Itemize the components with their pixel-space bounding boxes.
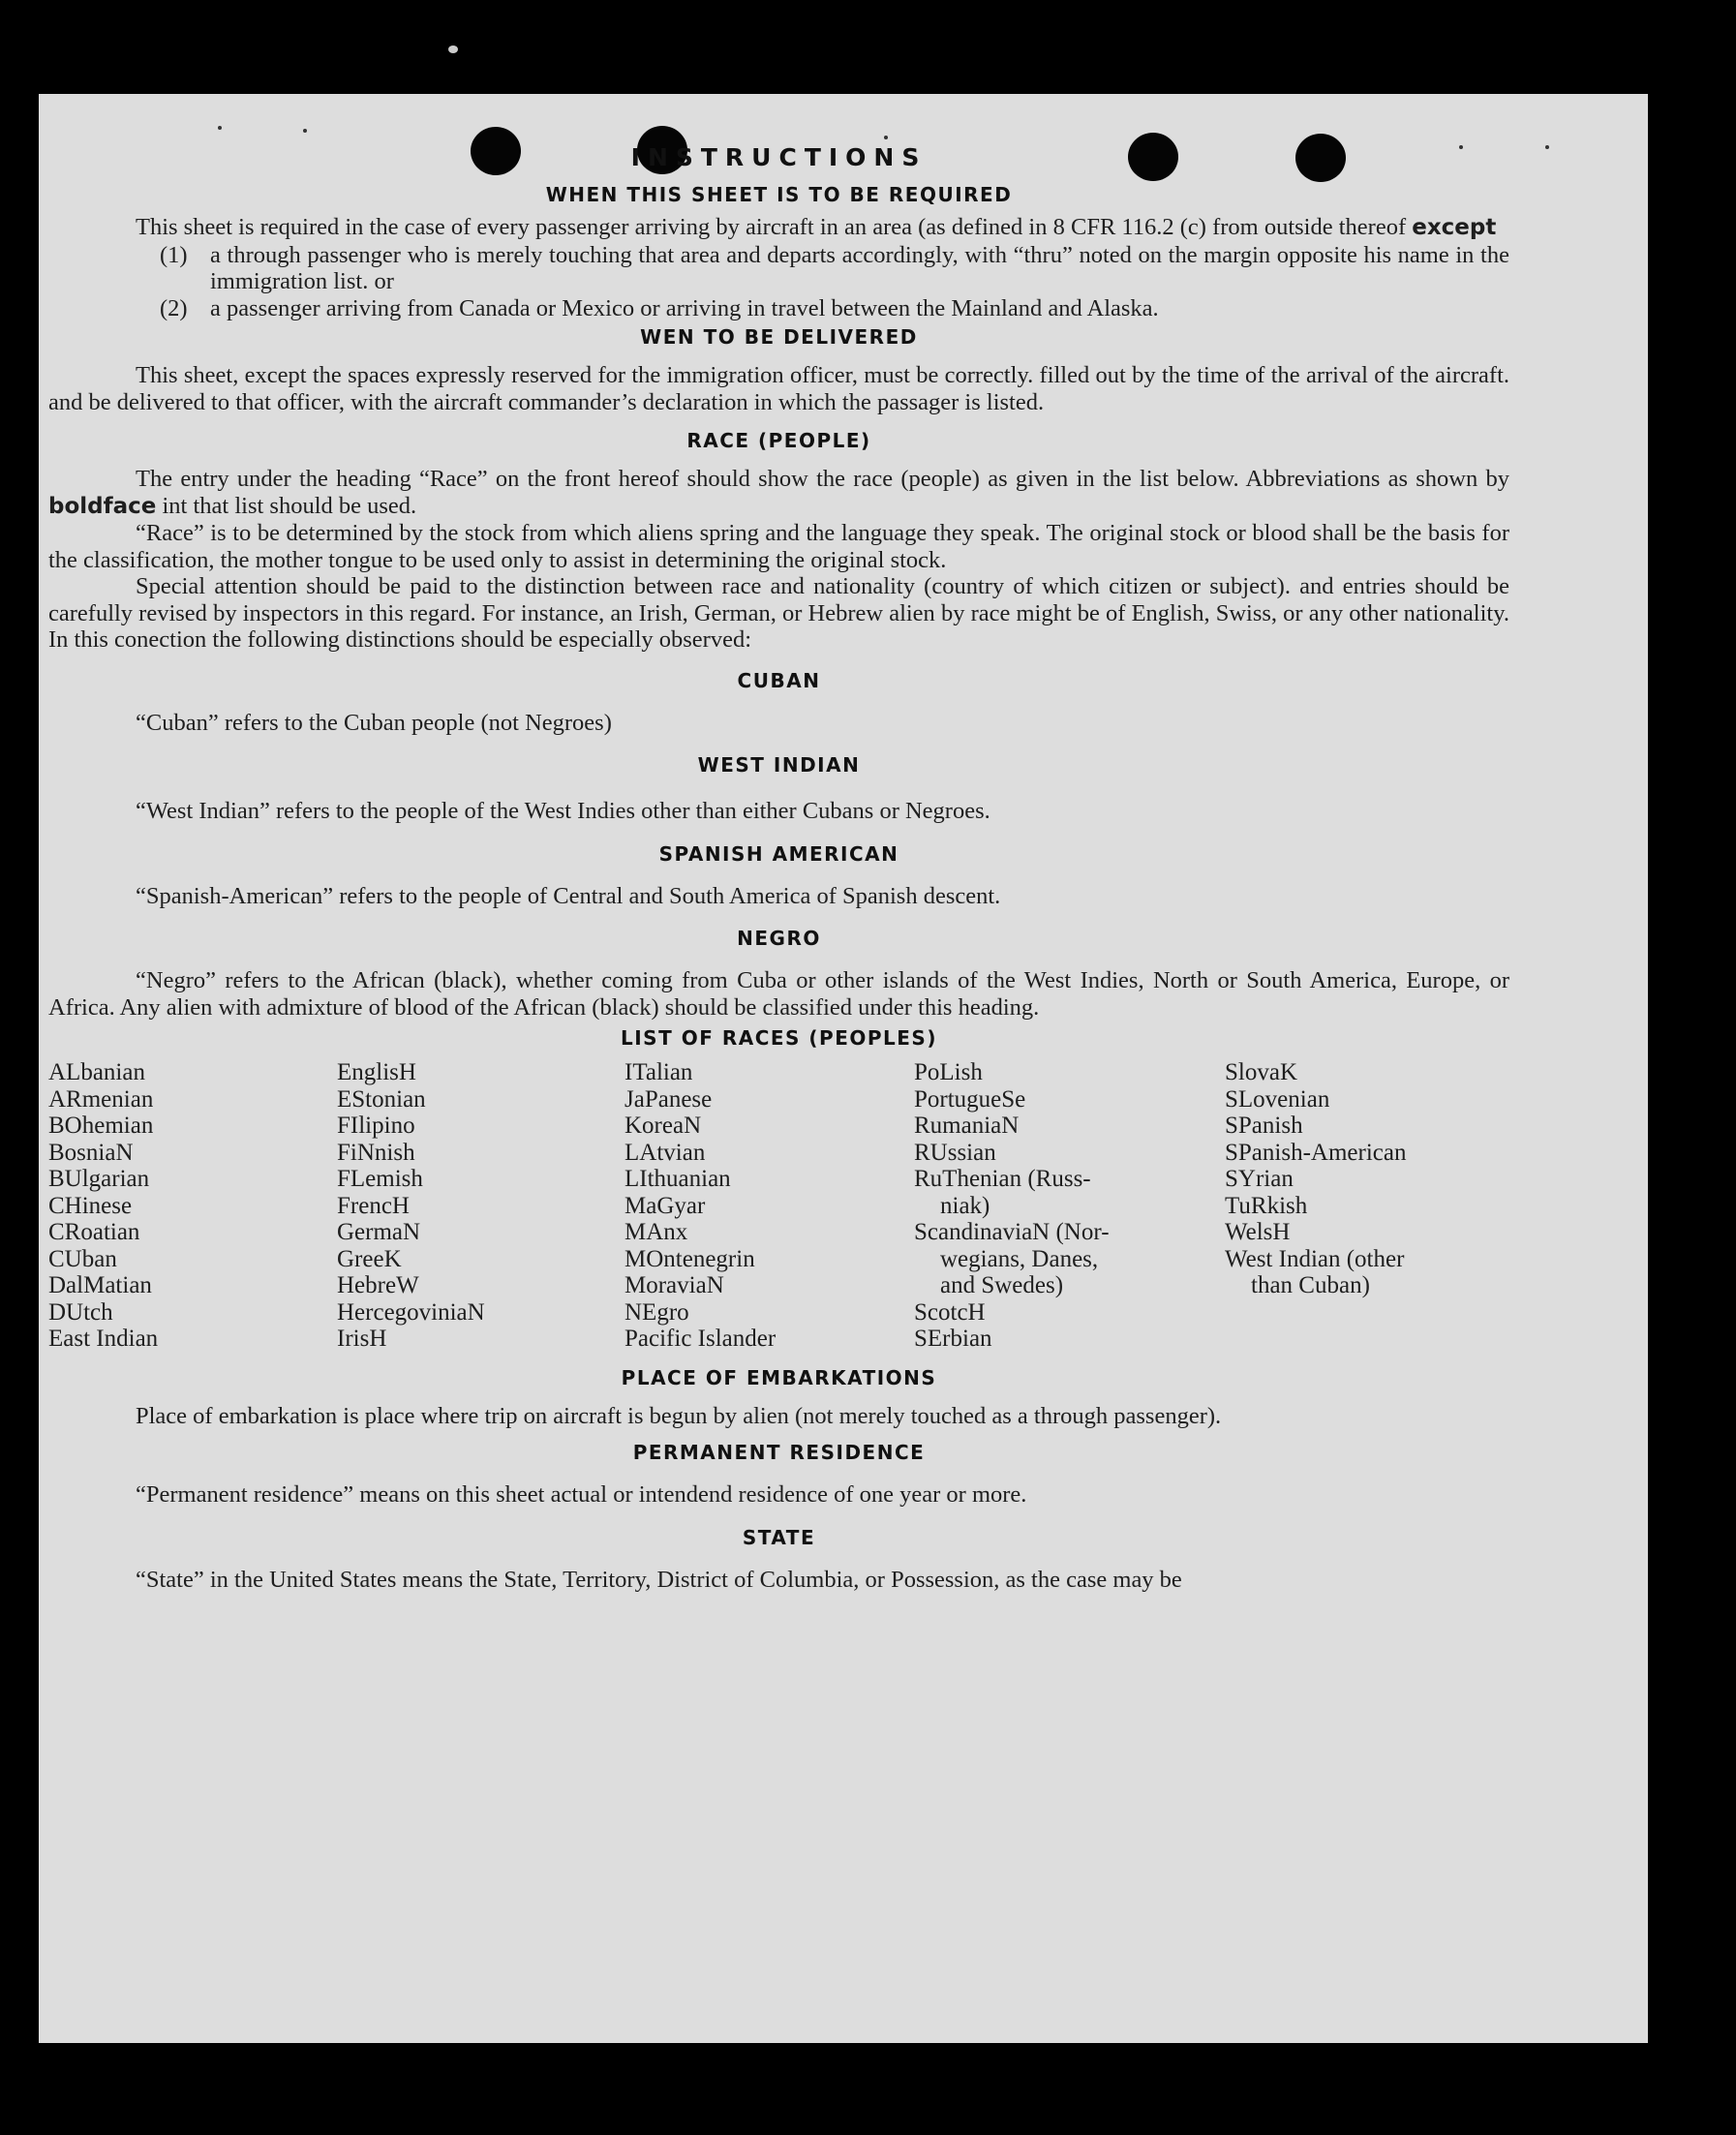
speck: [303, 129, 307, 133]
race-entry: SErbian: [914, 1326, 992, 1352]
race-entry: West Indian (other: [1225, 1245, 1405, 1272]
west-indian-text: “West Indian” refers to the people of the West Indies other than either Cubans or Negroes.: [136, 798, 990, 824]
negro-text: “Negro” refers to the African (black), whether coming from Cuba or other islands of the West Indies, North or South America, Europe, or Africa. Any alien with admixture of blood of the African (black) should be classified under this heading.: [48, 967, 1509, 1021]
residence-text: “Permanent residence” means on this sheet actual or intendend residence of one year or more.: [136, 1481, 1027, 1508]
required-intro: [48, 214, 1509, 242]
race-entry: MAnx: [624, 1219, 688, 1245]
race-entry: SYrian: [1225, 1166, 1294, 1192]
race-entry: LIthuanian: [624, 1166, 731, 1192]
required-item-2: [160, 295, 1509, 322]
race-entry: JaPanese: [624, 1085, 713, 1113]
race-entry: SPanish: [1225, 1113, 1303, 1139]
race-entry: HebreW: [337, 1272, 419, 1298]
speck: [1545, 145, 1549, 149]
item-number: (1): [160, 241, 188, 268]
speck: [884, 136, 888, 139]
state-text: “State” in the United States means the State, Territory, District of Columbia, or Possession, as the case may be: [136, 1566, 1182, 1593]
race-entry: FrencH: [337, 1192, 410, 1219]
race-entry: MaGyar: [624, 1192, 706, 1219]
race-p1-after: int that list should be used.: [162, 492, 417, 519]
required-intro-text: This sheet is required in the case of every passenger arriving by aircraft in an area (as defined in 8 CFR 116.2 (c) from outside thereof: [136, 214, 1407, 240]
page-title: INSTRUCTIONS: [630, 143, 928, 171]
race-entry: BUlgarian: [48, 1166, 150, 1192]
race-entry: TuRkish: [1225, 1192, 1308, 1219]
delivered-text: This sheet, except the spaces expressly reserved for the immigration officer, must be correctly. filled out by the time of the arrival of the aircraft. and be delivered to that officer, with the aircraft commander’s declaration in which the passager is listed.: [48, 362, 1509, 415]
race-entry: EStonian: [337, 1085, 426, 1113]
race-entry: HercegoviniaN: [337, 1298, 485, 1326]
item-number: (2): [160, 294, 188, 321]
heading-embarkation: PLACE OF EMBARKATIONS: [621, 1365, 937, 1389]
race-entry: BosniaN: [48, 1139, 134, 1166]
races-column-3: [624, 1059, 914, 1353]
race-paragraph-1: [48, 466, 1509, 520]
race-entry: ScandinaviaN (Nor-: [914, 1219, 1110, 1245]
speck: [448, 46, 458, 53]
race-entry: PortugueSe: [914, 1085, 1026, 1113]
heading-residence: PERMANENT RESIDENCE: [632, 1441, 926, 1464]
races-column-2: [337, 1059, 624, 1353]
heading-list-of-races: LIST OF RACES (PEOPLES): [621, 1026, 937, 1050]
race-entry: RumaniaN: [914, 1113, 1020, 1139]
race-entry: ITalian: [624, 1059, 693, 1085]
race-entry: SLovenian: [1225, 1085, 1330, 1113]
race-entry: RUssian: [914, 1139, 996, 1166]
race-entry: GermaN: [337, 1219, 421, 1245]
heading-negro: NEGRO: [737, 927, 821, 950]
race-entry: than Cuban): [1251, 1272, 1370, 1298]
race-entry: CUban: [48, 1245, 117, 1272]
heading-required: WHEN THIS SHEET IS TO BE REQUIRED: [545, 183, 1013, 206]
races-column-5: [1225, 1059, 1477, 1353]
race-entry: niak): [940, 1192, 990, 1219]
heading-delivered: WEN TO BE DELIVERED: [640, 325, 918, 349]
race-entry: CRoatian: [48, 1219, 140, 1245]
race-entry: DalMatian: [48, 1272, 152, 1298]
race-entry: CHinese: [48, 1192, 133, 1219]
heading-state: STATE: [742, 1525, 816, 1549]
race-entry: BOhemian: [48, 1113, 154, 1139]
race-entry: FIlipino: [337, 1113, 415, 1139]
race-entry: WelsH: [1225, 1219, 1291, 1245]
race-entry: ScotcH: [914, 1298, 986, 1326]
item-text: a passenger arriving from Canada or Mexico or arriving in travel between the Mainland and Alaska.: [210, 294, 1159, 321]
heading-race: RACE (PEOPLE): [686, 429, 871, 452]
race-entry: FiNnish: [337, 1139, 415, 1166]
race-entry: MoraviaN: [624, 1272, 724, 1298]
race-entry: East Indian: [48, 1326, 159, 1352]
race-entry: NEgro: [624, 1298, 689, 1326]
race-entry: LAtvian: [624, 1139, 706, 1166]
race-entry: ALbanian: [48, 1059, 145, 1085]
race-paragraph-2: “Race” is to be determined by the stock from which aliens spring and the language they speak. The original stock or blood shall be the basis for the classification, the mother tongue to be used only to assist in determining the original stock.: [48, 520, 1509, 573]
race-entry: ARmenian: [48, 1085, 154, 1113]
heading-spanish-american: SPANISH AMERICAN: [658, 841, 899, 866]
race-entry: GreeK: [337, 1245, 402, 1272]
page-content: [48, 143, 1509, 1593]
races-column-1: [48, 1059, 337, 1353]
race-entry: wegians, Danes,: [940, 1245, 1099, 1272]
race-entry: KoreaN: [624, 1113, 702, 1139]
cuban-text: “Cuban” refers to the Cuban people (not Negroes): [136, 709, 612, 736]
race-entry: PoLish: [914, 1059, 983, 1085]
races-list: [48, 1059, 1509, 1353]
speck: [218, 126, 222, 130]
except-word: except: [1412, 215, 1497, 240]
race-paragraph-3: Special attention should be paid to the distinction between race and nationality (country of which citizen or subject). and entries should be carefully revised by inspectors in this regard. For instance, an Irish, German, or Hebrew alien by race might be of English, Swiss, or any other nationality. In this conection the following distinctions should be especially observed:: [48, 573, 1509, 653]
race-entry: IrisH: [337, 1326, 387, 1352]
boldface-word: boldface: [48, 493, 157, 519]
race-entry: EnglisH: [337, 1059, 416, 1085]
item-text: a through passenger who is merely touching that area and departs accordingly, with “thru” noted on the margin opposite his name in the immigration list. or: [210, 241, 1509, 294]
race-entry: FLemish: [337, 1166, 423, 1192]
race-entry: MOntenegrin: [624, 1245, 755, 1272]
race-entry: DUtch: [48, 1298, 113, 1326]
race-p1-before: The entry under the heading “Race” on the front hereof should show the race (people) as given in the list below. Abbreviations as shown by: [136, 466, 1509, 492]
embarkation-text: Place of embarkation is place where trip on aircraft is begun by alien (not merely touched as a through passenger).: [136, 1402, 1222, 1429]
race-entry: RuThenian (Russ-: [914, 1166, 1091, 1192]
race-entry: SPanish-American: [1225, 1139, 1407, 1166]
race-entry: and Swedes): [940, 1272, 1064, 1298]
spanish-american-text: “Spanish-American” refers to the people of Central and South America of Spanish descent.: [136, 882, 1001, 909]
heading-cuban: CUBAN: [737, 668, 821, 692]
races-column-4: [914, 1059, 1225, 1353]
race-entry: Pacific Islander: [624, 1326, 777, 1352]
heading-west-indian: WEST INDIAN: [697, 753, 861, 777]
required-item-1: [160, 242, 1509, 295]
race-entry: SlovaK: [1225, 1059, 1297, 1085]
